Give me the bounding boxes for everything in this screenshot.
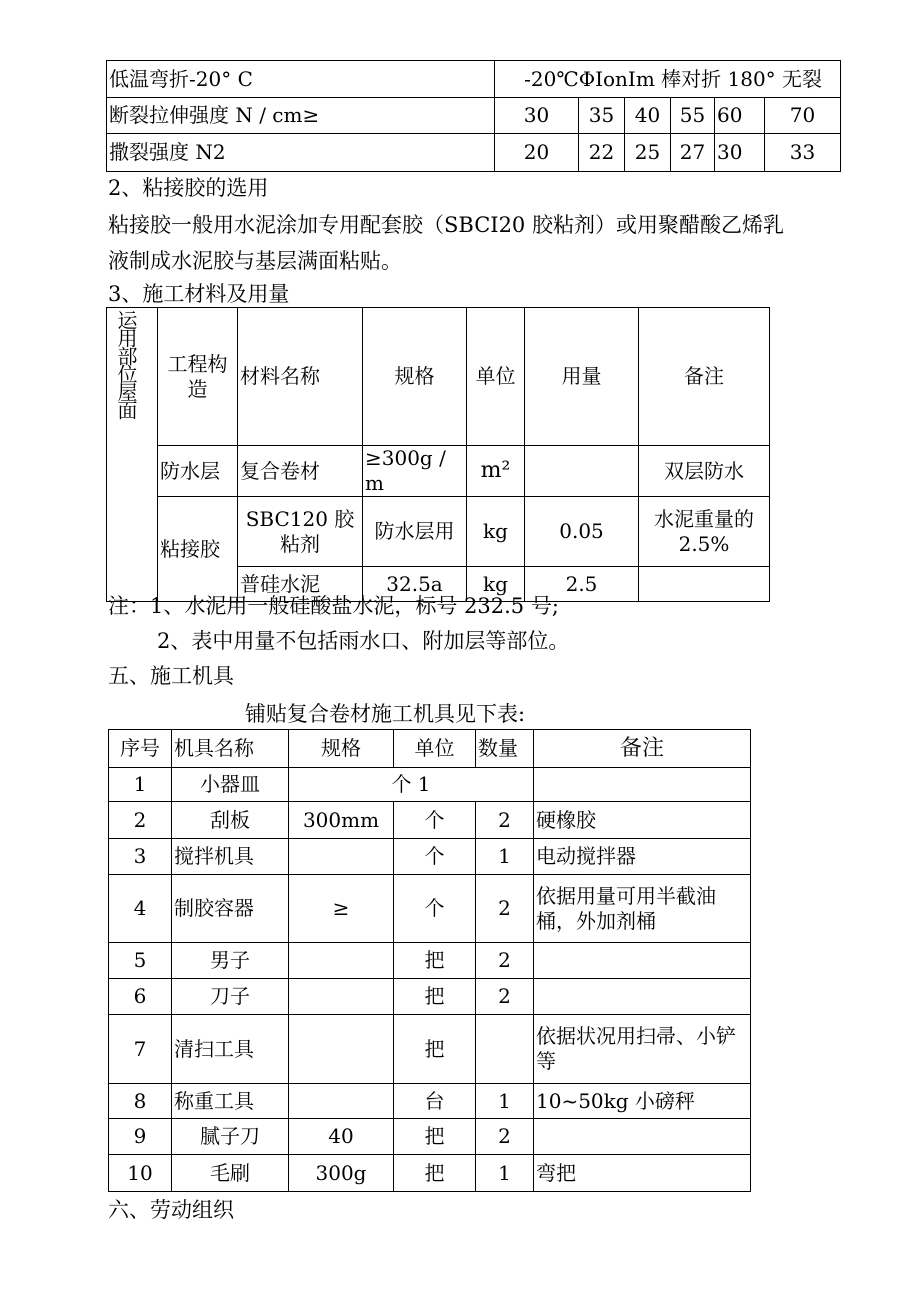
table-cell: 2 xyxy=(109,802,172,839)
table-cell: 70 xyxy=(765,98,841,134)
table-cell: 制胶容器 xyxy=(172,875,289,943)
table-cell: 10 xyxy=(109,1155,172,1192)
section6-heading: 六、劳动组织 xyxy=(108,1198,234,1222)
table-cell xyxy=(476,1015,534,1084)
table-cell: 1 xyxy=(476,1084,534,1119)
table-cell: m² xyxy=(467,446,525,497)
table-cell: 1 xyxy=(476,839,534,875)
table-cell: 防水层用 xyxy=(363,497,467,567)
table-cell: 2.5 xyxy=(525,567,639,602)
table-cell: 30 xyxy=(495,98,579,134)
table-cell: kg xyxy=(467,567,525,602)
table-cell: 普硅水泥 xyxy=(238,567,363,602)
table-cell: 0.05 xyxy=(525,497,639,567)
table-cell: 把 xyxy=(394,979,476,1015)
table-cell: SBC120 胶粘剂 xyxy=(238,497,363,567)
section2-para-cont: 液制成水泥胶与基层满面粘贴。 xyxy=(108,249,402,273)
table-cell: 10~50kg 小磅秤 xyxy=(534,1084,751,1119)
header-cell: 工程构造 xyxy=(158,308,238,446)
header-cell: 单位 xyxy=(467,308,525,446)
table-cell: 毛刷 xyxy=(172,1155,289,1192)
table-cell: 33 xyxy=(765,134,841,172)
table-cell: kg xyxy=(467,497,525,567)
section2-para: 粘接胶一般用水泥涂加专用配套胶（SBCI20 胶粘剂）或用聚醋酸乙烯乳 xyxy=(108,213,784,237)
table-cell: 32.5a xyxy=(363,567,467,602)
table-cell: 称重工具 xyxy=(172,1084,289,1119)
header-cell: 机具名称 xyxy=(172,730,289,768)
table-cell xyxy=(289,1015,394,1084)
table-cell: 22 xyxy=(579,134,625,172)
table-cell: 弯把 xyxy=(534,1155,751,1192)
tools-table xyxy=(108,729,751,1192)
table-cell: 把 xyxy=(394,1155,476,1192)
section3-heading: 3、施工材料及用量 xyxy=(108,282,290,306)
low-temp-value: -20℃ΦIonIm 棒对折 180° 无裂 xyxy=(495,61,841,98)
table-cell: 300mm xyxy=(289,802,394,839)
tear-label: 撒裂强度 N2 xyxy=(107,134,495,172)
table-cell: 2 xyxy=(476,1119,534,1155)
table-cell: 27 xyxy=(671,134,715,172)
table-cell xyxy=(534,979,751,1015)
header-cell: 数量 xyxy=(476,730,534,768)
table-cell: 20 xyxy=(495,134,579,172)
table-cell: 2 xyxy=(476,875,534,943)
table-cell: 个 xyxy=(394,802,476,839)
header-cell: 规格 xyxy=(363,308,467,446)
materials-table xyxy=(106,307,770,602)
tools-table-caption: 铺贴复合卷材施工机具见下表: xyxy=(245,702,526,726)
table-cell: 个 xyxy=(394,875,476,943)
table-cell: 2 xyxy=(476,943,534,979)
table-cell: 40 xyxy=(625,98,671,134)
table-cell: 9 xyxy=(109,1119,172,1155)
table-cell: 硬橡胶 xyxy=(534,802,751,839)
table-cell: 依据用量可用半截油桶，外加剂桶 xyxy=(534,875,751,943)
table-cell xyxy=(534,943,751,979)
table-cell xyxy=(289,943,394,979)
table-cell: 搅拌机具 xyxy=(172,839,289,875)
table-cell xyxy=(289,979,394,1015)
table-cell: 腻子刀 xyxy=(172,1119,289,1155)
note-1: 注：1、水泥用一般硅酸盐水泥，标号 232.5 号; xyxy=(108,594,559,618)
table-cell: 台 xyxy=(394,1084,476,1119)
header-cell: 用量 xyxy=(525,308,639,446)
table-cell: 25 xyxy=(625,134,671,172)
table-cell: 复合卷材 xyxy=(238,446,363,497)
table-cell: ≥ xyxy=(289,875,394,943)
table-cell xyxy=(534,768,751,802)
table-cell: 1 xyxy=(109,768,172,802)
table-cell: 把 xyxy=(394,1015,476,1084)
table-cell: 把 xyxy=(394,1119,476,1155)
table-cell: 刮板 xyxy=(172,802,289,839)
table-cell: 个 xyxy=(394,839,476,875)
table-cell: 2 xyxy=(476,802,534,839)
table-cell xyxy=(639,567,770,602)
table-cell: 双层防水 xyxy=(639,446,770,497)
table-cell: ≥300g / m xyxy=(363,446,467,497)
table-cell: 粘接胶 xyxy=(158,497,238,602)
table-cell: 4 xyxy=(109,875,172,943)
section5-heading: 五、施工机具 xyxy=(108,664,234,688)
table-cell: 把 xyxy=(394,943,476,979)
table-cell: 水泥重量的 2.5% xyxy=(639,497,770,567)
table-cell: 60 xyxy=(715,98,765,134)
header-cell: 备注 xyxy=(639,308,770,446)
table-cell: 1 xyxy=(476,1155,534,1192)
table-cell: 3 xyxy=(109,839,172,875)
table-cell: 8 xyxy=(109,1084,172,1119)
section2-heading: 2、粘接胶的选用 xyxy=(108,176,269,200)
table-cell xyxy=(289,839,394,875)
table-cell: 40 xyxy=(289,1119,394,1155)
low-temp-label: 低温弯折-20° C xyxy=(107,61,495,98)
note-2: 2、表中用量不包括雨水口、附加层等部位。 xyxy=(157,629,570,653)
header-cell: 序号 xyxy=(109,730,172,768)
table-cell: 30 xyxy=(715,134,765,172)
table-cell: 2 xyxy=(476,979,534,1015)
header-cell: 材料名称 xyxy=(238,308,363,446)
table-cell: 刀子 xyxy=(172,979,289,1015)
property-table xyxy=(106,60,841,172)
table-cell: 35 xyxy=(579,98,625,134)
header-cell: 备注 xyxy=(534,730,751,768)
table-cell xyxy=(289,1084,394,1119)
tensile-label: 断裂拉伸强度 N / cm≥ xyxy=(107,98,495,134)
usage-location-label: 运用部位屋面 xyxy=(107,308,158,602)
table-cell: 6 xyxy=(109,979,172,1015)
table-cell: 个 1 xyxy=(289,768,534,802)
table-cell: 电动搅拌器 xyxy=(534,839,751,875)
table-cell: 清扫工具 xyxy=(172,1015,289,1084)
table-cell: 5 xyxy=(109,943,172,979)
table-cell: 小器皿 xyxy=(172,768,289,802)
table-cell: 7 xyxy=(109,1015,172,1084)
header-cell: 单位 xyxy=(394,730,476,768)
table-cell xyxy=(525,446,639,497)
table-cell xyxy=(534,1119,751,1155)
table-cell: 依据状况用扫帚、小铲等 xyxy=(534,1015,751,1084)
table-cell: 防水层 xyxy=(158,446,238,497)
table-cell: 男子 xyxy=(172,943,289,979)
header-cell: 规格 xyxy=(289,730,394,768)
table-cell: 300g xyxy=(289,1155,394,1192)
table-cell: 55 xyxy=(671,98,715,134)
